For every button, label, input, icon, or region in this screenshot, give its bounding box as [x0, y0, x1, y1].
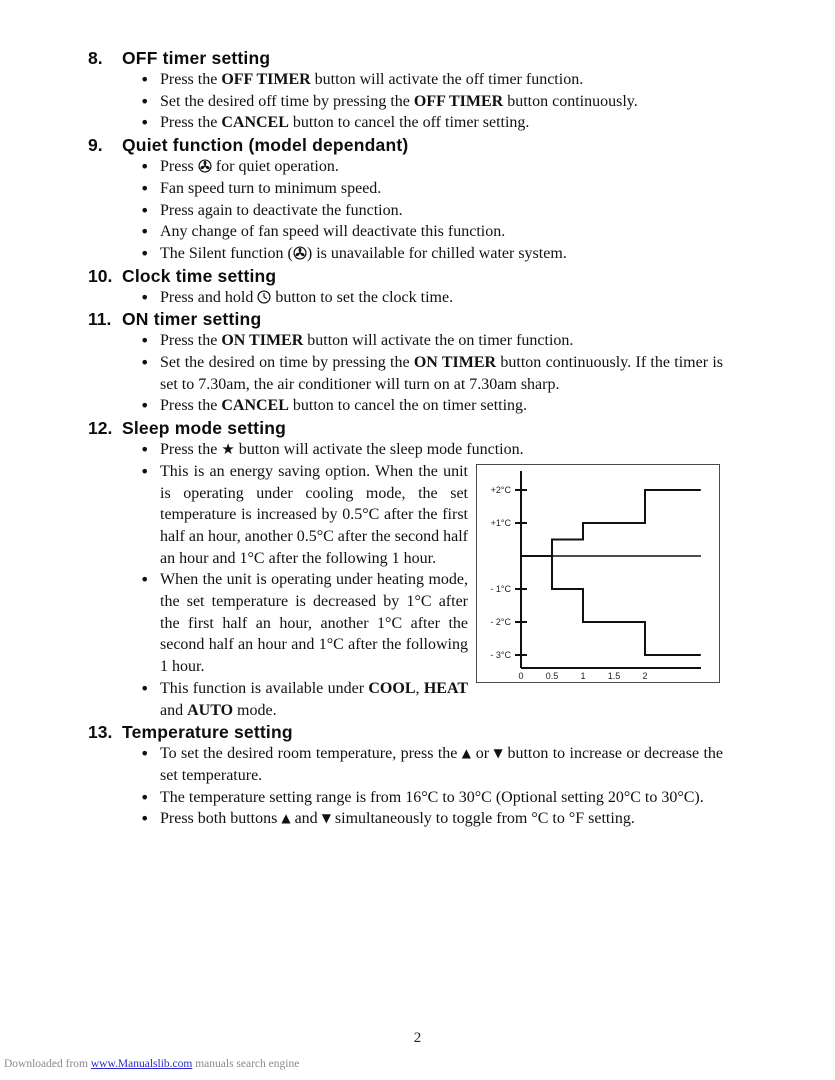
- bullet-marker: •: [140, 113, 150, 133]
- bullet-text: Press the ★ button will activate the sleep mode function.: [160, 440, 524, 459]
- bullet-text: Press again to deactivate the function.: [160, 201, 403, 219]
- x-tick-label: 2: [642, 670, 648, 681]
- x-tick-label: 0.5: [545, 670, 559, 681]
- manualslib-link[interactable]: www.Manualslib.com: [90, 1058, 193, 1070]
- quiet-mode-fan-icon: [198, 158, 212, 175]
- section-temperature-setting: [88, 721, 723, 830]
- bullet-marker: •: [140, 461, 150, 481]
- section-sleep-mode-setting: [88, 417, 723, 721]
- list-item: [140, 743, 723, 786]
- clock-icon: [257, 289, 271, 306]
- page-number: 2: [413, 1030, 422, 1046]
- sleep-mode-temperature-chart: [477, 465, 719, 682]
- list-item: [140, 156, 723, 178]
- bullet-text: Set the desired off time by pressing the OFF TIMER button continuously.: [160, 92, 638, 110]
- list-item: [140, 808, 723, 830]
- section-title: Clock time setting: [122, 265, 277, 286]
- arrow-up-icon: ▲: [281, 811, 291, 826]
- bullet-text: To set the desired room temperature, press the ▲ or ▼ button to increase or decrease the set temperature.: [160, 745, 724, 784]
- bullet-marker: •: [140, 287, 150, 307]
- bullet-text: Press the ON TIMER button will activate the on timer function.: [160, 332, 574, 350]
- sleep-mode-chart-box: [476, 464, 720, 683]
- bullet-list: [88, 461, 468, 721]
- list-item: [140, 69, 723, 91]
- footer-suffix-text: manuals search engine: [192, 1058, 300, 1070]
- bullet-marker: •: [140, 809, 150, 829]
- bullet-marker: •: [140, 200, 150, 220]
- y-tick-label: - 1°C: [490, 583, 511, 594]
- bullet-text: Fan speed turn to minimum speed.: [160, 179, 382, 197]
- bullet-text: The temperature setting range is from 16°C to 30°C (Optional setting 20°C to 30°C).: [160, 788, 704, 806]
- list-item: [140, 287, 723, 309]
- bullet-marker: •: [140, 744, 150, 764]
- bold-text: HEAT: [423, 679, 469, 697]
- list-item: [140, 787, 723, 809]
- bold-text: ON TIMER: [413, 354, 497, 372]
- list-item: [140, 178, 723, 200]
- section-heading: [88, 265, 723, 287]
- bullet-list: [88, 156, 723, 265]
- bold-text: AUTO: [187, 701, 234, 719]
- bold-text: OFF TIMER: [221, 71, 311, 88]
- bullet-marker: •: [140, 178, 150, 198]
- bullet-marker: •: [140, 243, 150, 263]
- section-number: 9.: [88, 135, 103, 156]
- arrow-up-icon: ▲: [461, 746, 472, 761]
- cooling-mode-offset-line: [521, 490, 701, 556]
- bullet-list: [88, 743, 723, 830]
- bullet-marker: •: [140, 91, 150, 111]
- star-icon: ★: [221, 440, 235, 459]
- section-heading: [88, 417, 723, 439]
- bullet-marker: •: [140, 70, 150, 89]
- section-number: 13.: [88, 722, 113, 743]
- quiet-mode-fan-icon: [293, 245, 307, 262]
- section-number: 12.: [88, 418, 113, 439]
- list-item: [140, 461, 468, 570]
- section-heading: [88, 308, 723, 330]
- section-heading: [88, 134, 723, 156]
- bullet-text: Press the CANCEL button to cancel the on timer setting.: [160, 397, 528, 415]
- x-tick-label: 0: [518, 670, 524, 681]
- section-quiet-function-model-dependant: [88, 134, 723, 265]
- bold-text: CANCEL: [221, 114, 289, 132]
- y-tick-label: +2°C: [490, 484, 511, 495]
- bullet-marker: •: [140, 678, 150, 698]
- bullet-marker: •: [140, 331, 150, 351]
- section-title: Sleep mode setting: [122, 418, 287, 439]
- bullet-list: [88, 439, 723, 461]
- x-tick-label: 1.5: [607, 670, 621, 681]
- y-tick-label: - 3°C: [490, 649, 511, 660]
- bullet-marker: •: [140, 222, 150, 242]
- bullet-marker: •: [140, 157, 150, 177]
- bullet-marker: •: [140, 570, 150, 590]
- section-title: Quiet function (model dependant): [122, 135, 409, 156]
- bullet-list: [88, 287, 723, 309]
- bullet-marker: •: [140, 396, 150, 416]
- bold-text: OFF TIMER: [413, 92, 504, 110]
- list-item: [140, 569, 468, 678]
- bullet-text: Any change of fan speed will deactivate this function.: [160, 223, 506, 241]
- section-number: 10.: [88, 265, 113, 286]
- section-number: 8.: [88, 48, 103, 68]
- list-item: [140, 112, 723, 134]
- footer: [4, 1058, 299, 1070]
- list-item: [140, 243, 723, 265]
- list-item: [140, 330, 723, 352]
- y-tick-label: +1°C: [490, 517, 511, 528]
- list-item: [140, 439, 723, 461]
- arrow-down-icon: ▼: [321, 811, 331, 826]
- section-heading: [88, 47, 723, 69]
- section-off-timer-setting: [88, 47, 723, 134]
- bullet-list: [88, 330, 723, 417]
- section-title: Temperature setting: [122, 722, 293, 743]
- bold-text: CANCEL: [221, 397, 289, 415]
- bullet-marker: •: [140, 787, 150, 807]
- bullet-text: Set the desired on time by pressing the ON TIMER button continuously. If the timer is set to 7.30am, the air conditioner will turn on at 7.30am sharp.: [160, 354, 724, 393]
- y-tick-label: - 2°C: [490, 616, 511, 627]
- bullet-marker: •: [140, 353, 150, 373]
- section-clock-time-setting: [88, 265, 723, 309]
- bullet-text: This is an energy saving option. When the unit is operating under cooling mode, the set temperature is increased by 0.5°C after the first half an hour, another 0.5°C after the second half an hour and 1°C after the following 1 hour.: [160, 462, 468, 567]
- bullet-text: Press both buttons ▲ and ▼ simultaneously to toggle from °C to °F setting.: [160, 810, 635, 828]
- list-item: [140, 678, 468, 721]
- footer-prefix-text: Downloaded from: [4, 1058, 91, 1070]
- bullet-text: When the unit is operating under heating mode, the set temperature is decreased by 1°C after the first half an hour, another 1°C after the second half an hour and 1°C after the following 1 hour.: [160, 571, 468, 676]
- content-sections: [88, 47, 723, 830]
- section-on-timer-setting: [88, 308, 723, 417]
- list-item: [140, 352, 723, 395]
- x-tick-label: 1: [580, 670, 586, 681]
- bold-text: ON TIMER: [221, 332, 304, 350]
- bullet-text: Press the OFF TIMER button will activate the off timer function.: [160, 71, 584, 88]
- bullet-text: The Silent function ( ) is unavailable for chilled water system.: [160, 244, 567, 262]
- section-heading: [88, 721, 723, 743]
- bullet-text: Press for quiet operation.: [160, 158, 339, 176]
- arrow-down-icon: ▼: [493, 746, 504, 761]
- list-item: [140, 395, 723, 417]
- bullet-list: [88, 69, 723, 134]
- bullet-text: Press and hold button to set the clock time.: [160, 288, 454, 306]
- text-and-chart-row: [88, 461, 723, 721]
- bullet-marker: •: [140, 440, 150, 460]
- list-item: [140, 91, 723, 113]
- bullet-text: This function is available under COOL, HEAT and AUTO mode.: [160, 679, 469, 719]
- section-number: 11.: [88, 309, 112, 330]
- bold-text: COOL: [368, 679, 416, 697]
- list-item: [140, 200, 723, 222]
- heating-mode-offset-line: [521, 556, 701, 655]
- section-title: ON timer setting: [122, 309, 262, 330]
- list-item: [140, 221, 723, 243]
- section-title: OFF timer setting: [122, 48, 271, 68]
- bullet-text: Press the CANCEL button to cancel the off timer setting.: [160, 114, 530, 132]
